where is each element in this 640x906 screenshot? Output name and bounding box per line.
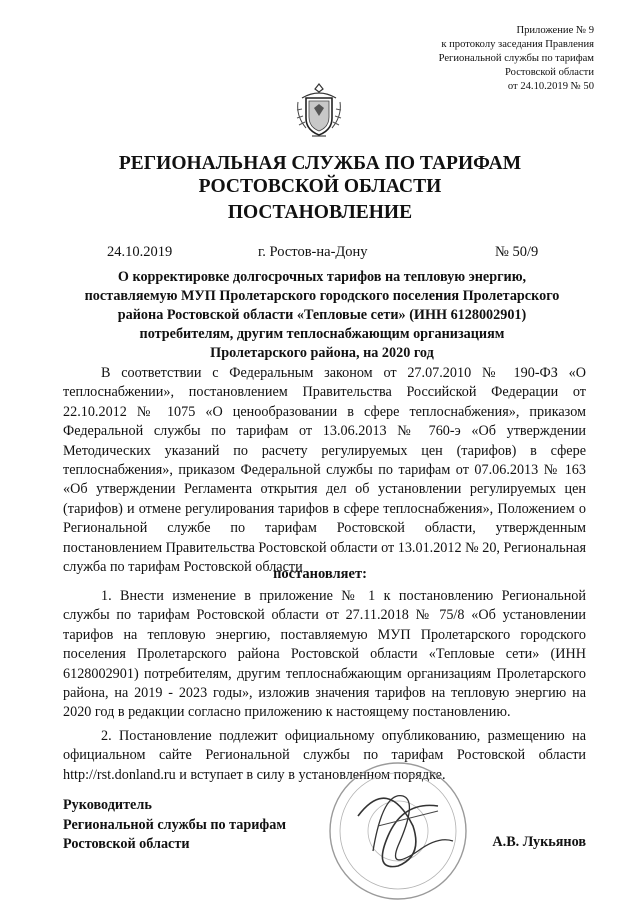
preamble-paragraph: В соответствии с Федеральным законом от 27.07.2010 № 190-ФЗ «О теплоснабжении», постановлением Правительства Российской Федерации от 22.10.2012 № 1075 «О ценообразовании в сфере теплоснабжения», приказом Федеральной службы по тарифам от 13.06.2013 № 760-э «Об утверждении Методических указаний по расчету регулируемых цен (тарифов) в сфере теплоснабжения», приказом Федеральной службы по тарифам от 07.06.2013 № 163 «Об утверждении Регламента открытия дел об установлении регулируемых цен (тарифов) и отмене регулирования тарифов в сфере теплоснабжения», Положением о Региональной службе по тарифам Ростовской области, утвержденным постановлением Правительства Ростовской области от 13.01.2012 № 20, Региональная служба по тарифам Ростовской области (63, 365, 586, 576)
annex-line: к протоколу заседания Правления (441, 39, 594, 50)
annex-line: Региональной службы по тарифам (438, 53, 594, 64)
org-line-1: РЕГИОНАЛЬНАЯ СЛУЖБА ПО ТАРИФАМ (118, 153, 522, 174)
item-1-paragraph: 1. Внести изменение в приложение № 1 к постановлению Региональной службы по тарифам Ростовской области от 27.11.2018 № 75/8 «Об установлении тарифов на тепловую энергию, поставляемую МУП Пролетарского городского поселения Пролетарского района Ростовской области «Тепловые сети» (ИНН 6128002901) потребителям, другим теплоснабжающим организациям Пролетарского района, на 2019 - 2023 годы», изложив значения тарифов на тепловую энергию на 2020 год в редакции согласно приложению к настоящему постановлению. (63, 588, 586, 721)
document-date: 24.10.2019 (107, 244, 173, 260)
annex-note (374, 24, 594, 94)
signatory-title-line: Ростовской области (63, 836, 190, 852)
subject-line: Пролетарского района, на 2020 год (210, 345, 434, 361)
signatory-title (63, 796, 286, 855)
signatory-title-line: Региональной службы по тарифам (63, 816, 287, 833)
item-2-paragraph: 2. Постановление подлежит официальному опубликованию, размещению на официальном сайте Региональной службы по тарифам Ростовской области http://rst.donland.ru и вступает в силу в установленном порядке. (63, 728, 586, 783)
subject-line: поставляемую МУП Пролетарского городского поселения Пролетарского (84, 288, 560, 304)
coat-of-arms-icon (294, 80, 344, 140)
subject-line: О корректировке долгосрочных тарифов на тепловую энергию, (117, 269, 527, 285)
subject-line: потребителям, другим теплоснабжающим организациям (139, 326, 505, 342)
annex-line: от 24.10.2019 № 50 (507, 81, 594, 92)
annex-line: Приложение № 9 (516, 25, 594, 36)
annex-line: Ростовской области (505, 67, 594, 78)
subject-line: района Ростовской области «Тепловые сети» (ИНН 6128002901) (117, 307, 527, 323)
org-line-2: РОСТОВСКОЙ ОБЛАСТИ (198, 176, 442, 197)
resolves-heading: постановляет: (273, 566, 367, 582)
organization-title (0, 152, 640, 198)
document-city: г. Ростов-на-Дону (258, 244, 368, 260)
document-subject (66, 268, 578, 363)
signatory-name: А.В. Лукьянов (492, 834, 586, 850)
document-type: ПОСТАНОВЛЕНИЕ (227, 202, 413, 223)
round-seal-icon (318, 756, 488, 906)
signatory-title-line: Руководитель (63, 797, 152, 813)
document-number: № 50/9 (495, 244, 539, 260)
